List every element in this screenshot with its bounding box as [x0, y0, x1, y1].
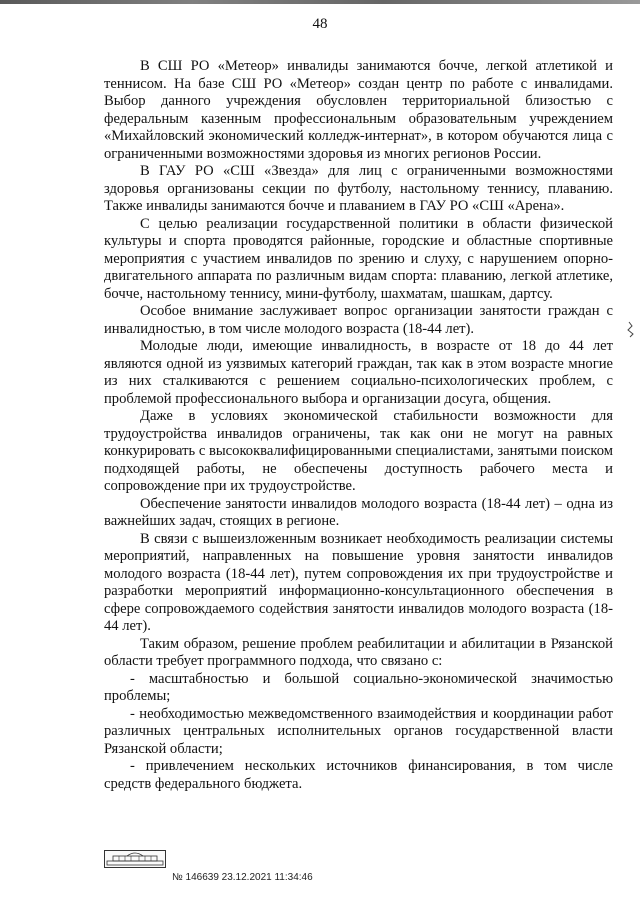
paragraph: В СШ РО «Метеор» инвалиды занимаются бочче, легкой атлетикой и теннисом. На базе СШ РО «Метеор» создан центр по работе с инвалидами. Выбор данного учреждения обусловлен территориальной близостью с федеральным казенным профессиональным образовательным учреждением «Михайловский экономический колледж-интернат», в котором обучаются лица с ограниченными возможностями здоровья из многих регионов России. — [104, 58, 613, 162]
scan-top-edge — [0, 0, 640, 4]
paragraph: Таким образом, решение проблем реабилитации и абилитации в Рязанской области требует программного подхода, что связано с: — [104, 635, 613, 669]
paragraph: Даже в условиях экономической стабильности возможности для трудоустройства инвалидов ограничены, так как они не могут на равных конкурировать с высококвалифицированными специалистами, занятыми поиском подходящей работы, не обеспечены доступность рабочего места и сопровождение при их трудоустройстве. — [104, 408, 613, 494]
bullet-item: - необходимостью межведомственного взаимодействия и координации работ различных центральных исполнительных органов государственной власти Рязанской области; — [104, 705, 613, 757]
body-text — [104, 58, 613, 793]
paragraph: Обеспечение занятости инвалидов молодого возраста (18-44 лет) – одна из важнейших задач, стоящих в регионе. — [104, 495, 613, 529]
document-registration-id: № 146639 23.12.2021 11:34:46 — [172, 872, 313, 883]
stamp-emblem — [104, 850, 166, 868]
paragraph: Молодые люди, имеющие инвалидность, в возрасте от 18 до 44 лет являются одной из уязвимых категорий граждан, так как в этом возрасте многие из них сталкиваются с решением социально-психологических проблем, с проблемой профессионального выбора и организации досуга, общения. — [104, 338, 613, 407]
page-number: 48 — [312, 16, 328, 32]
margin-mark-icon — [626, 320, 636, 338]
bullet-item: - масштабностью и большой социально-экономической значимостью проблемы; — [104, 670, 613, 704]
paragraph: Особое внимание заслуживает вопрос организации занятости граждан с инвалидностью, в том числе молодого возраста (18-44 лет). — [104, 303, 613, 337]
bullet-item: - привлечением нескольких источников финансирования, в том числе средств федерального бюджета. — [104, 758, 613, 792]
paragraph: С целью реализации государственной политики в области физической культуры и спорта проводятся районные, городские и областные спортивные мероприятия с участием инвалидов по зрению и слуху, с нарушением опорно-двигательного аппарата по различным видам спорта: плаванию, легкой атлетике, бочче, настольному теннису, мини-футболу, шахматам, шашкам, дартсу. — [104, 215, 613, 302]
paragraph: В ГАУ РО «СШ «Звезда» для лиц с ограниченными возможностями здоровья организованы секции по футболу, настольному теннису, плаванию. Также инвалиды занимаются бочче и плаванием в ГАУ РО «СШ «Арена». — [104, 163, 613, 214]
building-emblem-icon — [105, 851, 165, 867]
paragraph: В связи с вышеизложенным возникает необходимость реализации системы мероприятий, направленных на повышение уровня занятости инвалидов молодого возраста (18-44 лет), путем сопровождения их при трудоустройстве и разработки мероприятий информационно-консультационного обеспечения в сфере сопровождаемого содействия занятости инвалидов молодого возраста (18-44 лет). — [104, 530, 613, 634]
